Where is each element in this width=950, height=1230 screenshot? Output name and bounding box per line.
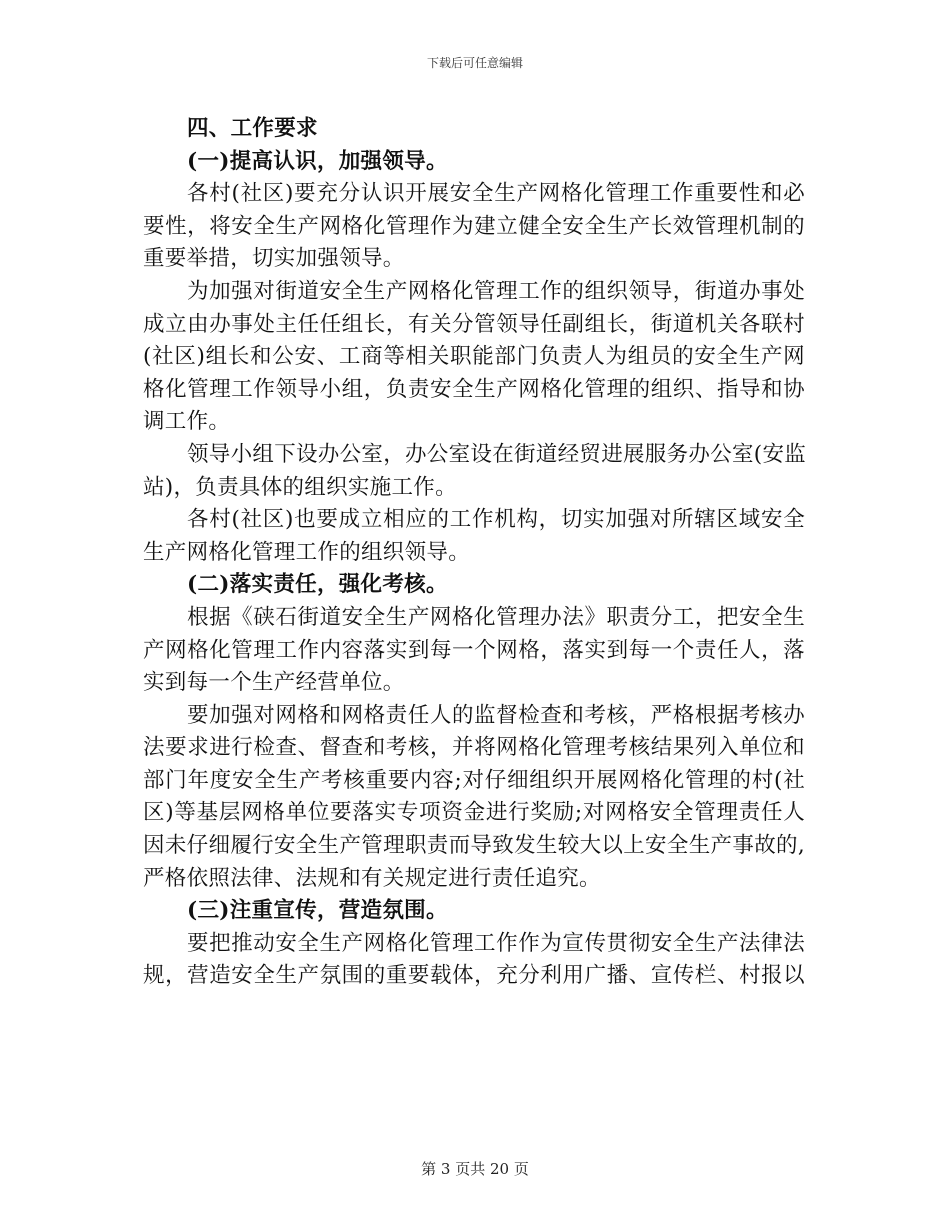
page-header: 下载后可任意编辑 [426,56,523,70]
paragraph-line: 生产网格化管理工作的组织领导。 [143,539,471,565]
paragraph-line: 站)，负责具体的组织实施工作。 [143,474,457,500]
section-heading: (二)落实责任，强化考核。 [187,572,448,598]
paragraph-line: 领导小组下设办公室，办公室设在街道经贸进展服务办公室(安监 [187,441,807,467]
paragraph-line: 为加强对街道安全生产网格化管理工作的组织领导，街道办事处 [187,278,805,304]
section-heading: 四、工作要求 [187,116,318,141]
paragraph-line: 规，营造安全生产氛围的重要载体，充分利用广播、宣传栏、村报以 [143,963,805,989]
paragraph-line: 要加强对网格和网格责任人的监督检查和考核，严格根据考核办 [187,702,805,728]
document-body [143,113,805,993]
paragraph-line: 成立由办事处主任任组长，有关分管领导任副组长，街道机关各联村 [143,311,805,337]
section-heading: (三)注重宣传，营造氛围。 [187,898,448,924]
paragraph-line: 因未仔细履行安全生产管理职责而导致发生较大以上安全生产事故的, [143,833,805,859]
paragraph-line: 要把推动安全生产网格化管理工作作为宣传贯彻安全生产法律法 [187,930,805,956]
paragraph-line: 各村(社区)要充分认识开展安全生产网格化管理工作重要性和必 [187,181,805,207]
paragraph-line: 严格依照法律、法规和有关规定进行责任追究。 [143,865,601,891]
paragraph-line: 区)等基层网格单位要落实专项资金进行奖励;对网格安全管理责任人 [143,800,805,826]
paragraph-line: 法要求进行检查、督查和考核，并将网格化管理考核结果列入单位和 [143,735,805,761]
section-heading: (一)提高认识，加强领导。 [187,148,448,174]
paragraph-line: 实到每一个生产经营单位。 [143,670,405,696]
paragraph-line: 产网格化管理工作内容落实到每一个网格，落实到每一个责任人，落 [143,637,805,663]
paragraph-line: (社区)组长和公安、工商等相关职能部门负责人为组员的安全生产网 [143,344,805,370]
paragraph-line: 调工作。 [143,409,231,435]
paragraph-line: 部门年度安全生产考核重要内容;对仔细组织开展网格化管理的村(社 [143,767,805,793]
paragraph-line: 各村(社区)也要成立相应的工作机构，切实加强对所辖区域安全 [187,507,805,533]
page-footer: 第 3 页共 20 页 [421,1160,529,1178]
paragraph-line: 格化管理工作领导小组，负责安全生产网格化管理的组织、指导和协 [143,376,805,402]
paragraph-line: 根据《硖石街道安全生产网格化管理办法》职责分工，把安全生 [187,604,805,630]
paragraph-line: 重要举措，切实加强领导。 [143,246,405,272]
paragraph-line: 要性，将安全生产网格化管理作为建立健全安全生产长效管理机制的 [143,213,805,239]
